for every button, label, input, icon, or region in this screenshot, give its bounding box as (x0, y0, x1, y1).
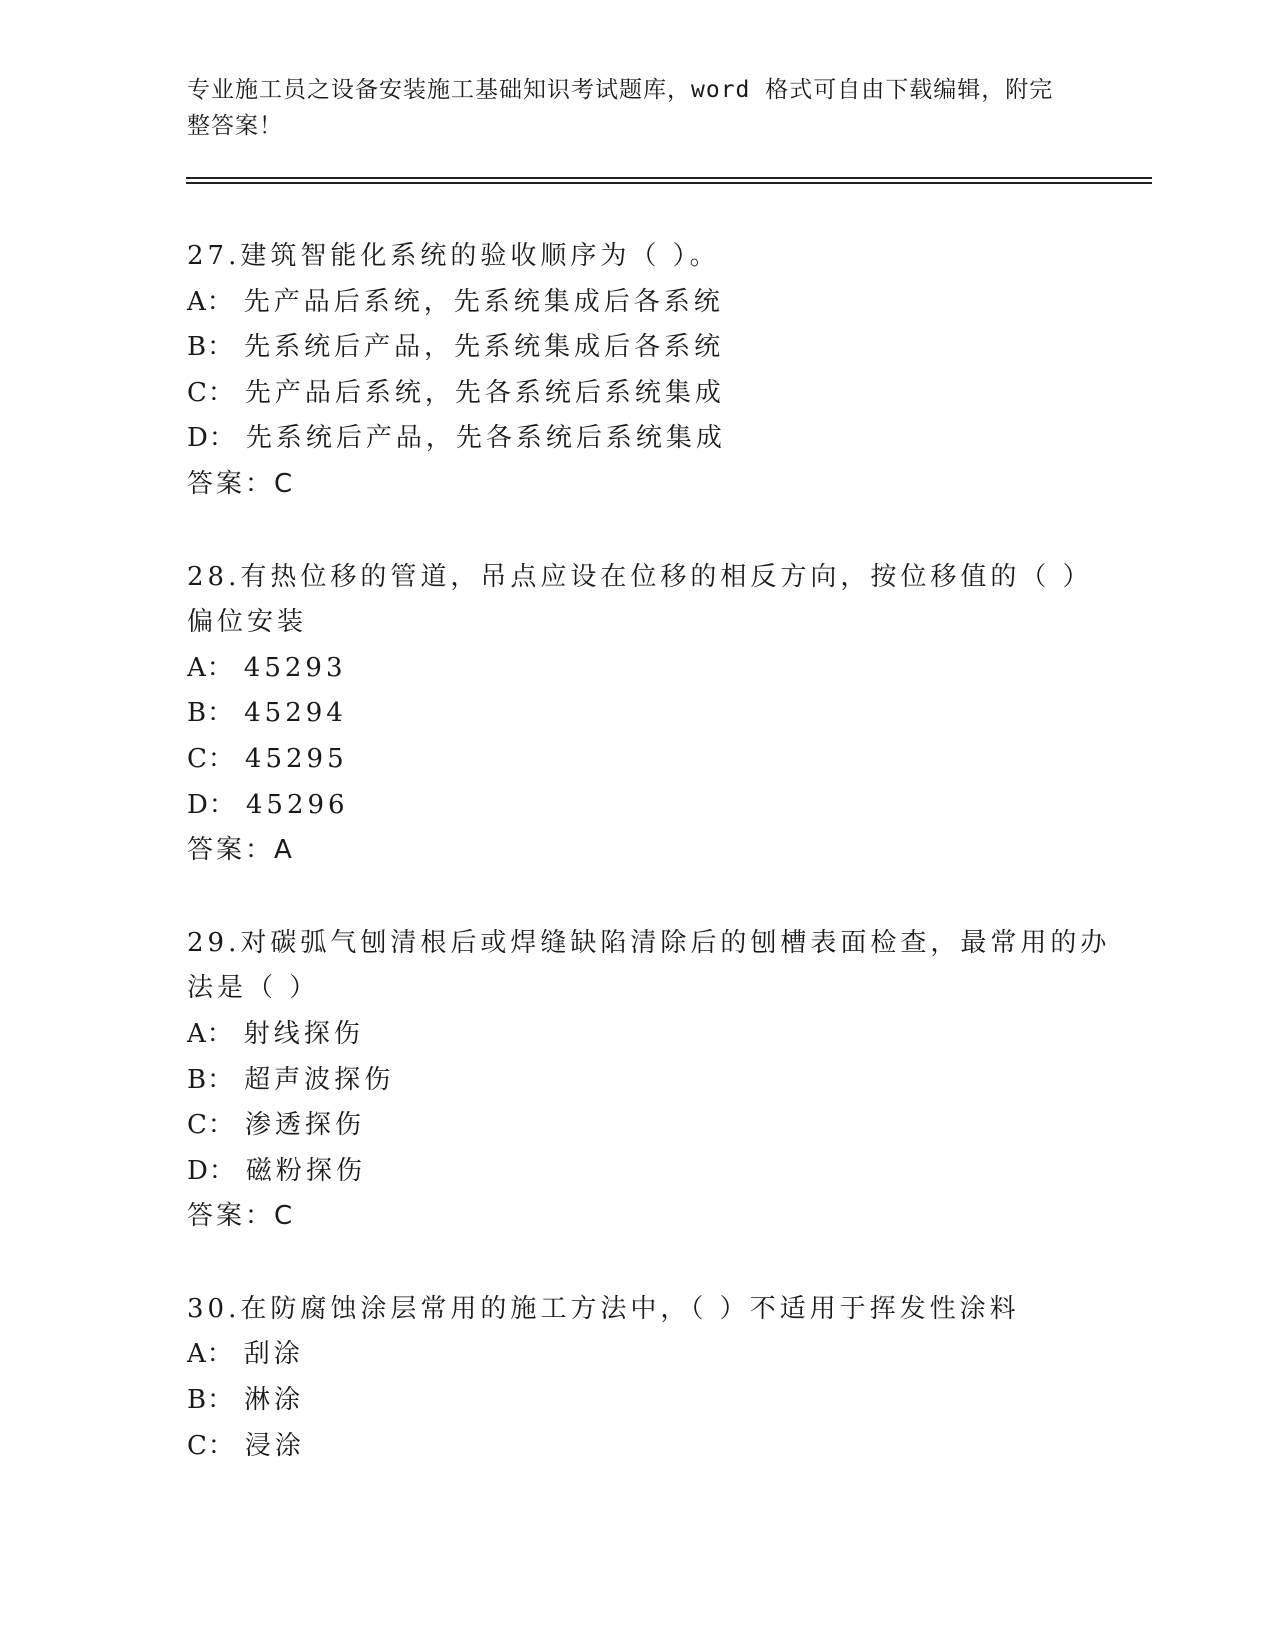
question-27 (187, 234, 1087, 508)
question-stem (187, 234, 1087, 280)
option-letter: D： (187, 789, 236, 820)
header-divider-top (186, 177, 1152, 179)
option-a (187, 1332, 1087, 1378)
option-letter: C： (187, 1110, 235, 1141)
option-d (187, 783, 1087, 829)
option-text: 渗透探伤 (244, 1110, 365, 1141)
option-b (187, 691, 1087, 737)
question-list (187, 234, 1111, 1516)
option-letter: A： (187, 1339, 234, 1370)
option-c (187, 371, 1087, 417)
option-text: 浸涂 (244, 1430, 305, 1461)
document-header (187, 72, 1067, 144)
answer-line: 答案：C (187, 1201, 296, 1232)
option-letter: D： (187, 423, 236, 454)
stem-line: 27.建筑智能化系统的验收顺序为（ ）。 (187, 241, 720, 271)
stem-line: 29.对碳弧气刨清根后或焊缝缺陷清除后的刨槽表面检查，最常用的办 (187, 927, 1111, 958)
option-c (187, 737, 1087, 783)
option-text: 45294 (244, 698, 347, 729)
stem-line: 30.在防腐蚀涂层常用的施工方法中，（ ）不适用于挥发性涂料 (187, 1293, 1020, 1324)
option-text: 45295 (244, 743, 348, 774)
header-divider-bottom (186, 182, 1152, 184)
option-letter: B： (187, 1064, 235, 1095)
option-b (187, 1378, 1087, 1424)
option-text: 淋涂 (244, 1385, 305, 1416)
option-d (187, 416, 1087, 462)
option-text: 超声波探伤 (244, 1064, 395, 1095)
question-28 (187, 555, 1093, 874)
option-letter: A： (187, 286, 234, 317)
stem-line: 法是（ ） (187, 973, 320, 1004)
option-c (187, 1424, 1087, 1470)
option-letter: C： (187, 1430, 235, 1461)
option-text: 射线探伤 (243, 1018, 364, 1049)
option-b (187, 1058, 1087, 1104)
option-letter: C： (187, 377, 235, 408)
answer-line: 答案：A (187, 835, 295, 866)
option-d (187, 1149, 1087, 1195)
option-letter: B： (187, 1385, 235, 1416)
option-a (187, 1012, 1087, 1058)
question-29 (187, 921, 1111, 1240)
stem-line: 28.有热位移的管道，吊点应设在位移的相反方向，按位移值的（ ） (187, 561, 1093, 592)
stem-line: 偏位安装 (187, 607, 308, 638)
option-letter: C： (187, 743, 235, 774)
option-letter: A： (187, 652, 234, 683)
option-letter: A： (187, 1018, 234, 1049)
option-c (187, 1103, 1087, 1149)
option-b (187, 325, 1087, 371)
option-text: 先产品后系统，先系统集成后各系统 (243, 286, 724, 317)
option-text: 先系统后产品，先各系统后系统集成 (245, 423, 726, 454)
question-stem (187, 555, 1093, 646)
option-a (187, 280, 1087, 326)
option-letter: B： (187, 332, 235, 363)
question-30 (187, 1287, 1087, 1469)
option-text: 先系统后产品，先系统集成后各系统 (244, 332, 725, 363)
option-text: 45293 (243, 652, 347, 683)
option-text: 先产品后系统，先各系统后系统集成 (244, 377, 725, 408)
option-letter: D： (187, 1155, 236, 1186)
header-line-1: 专业施工员之设备安装施工基础知识考试题库，word 格式可自由下载编辑，附完 (187, 77, 1054, 103)
header-line-2: 整答案！ (187, 113, 283, 139)
question-stem (187, 921, 1111, 1012)
option-text: 45296 (245, 789, 349, 820)
option-a (187, 646, 1087, 692)
option-text: 刮涂 (243, 1339, 304, 1370)
question-stem (187, 1287, 1087, 1333)
option-letter: B： (187, 698, 235, 729)
option-text: 磁粉探伤 (245, 1155, 366, 1186)
answer-line: 答案：C (187, 468, 296, 499)
